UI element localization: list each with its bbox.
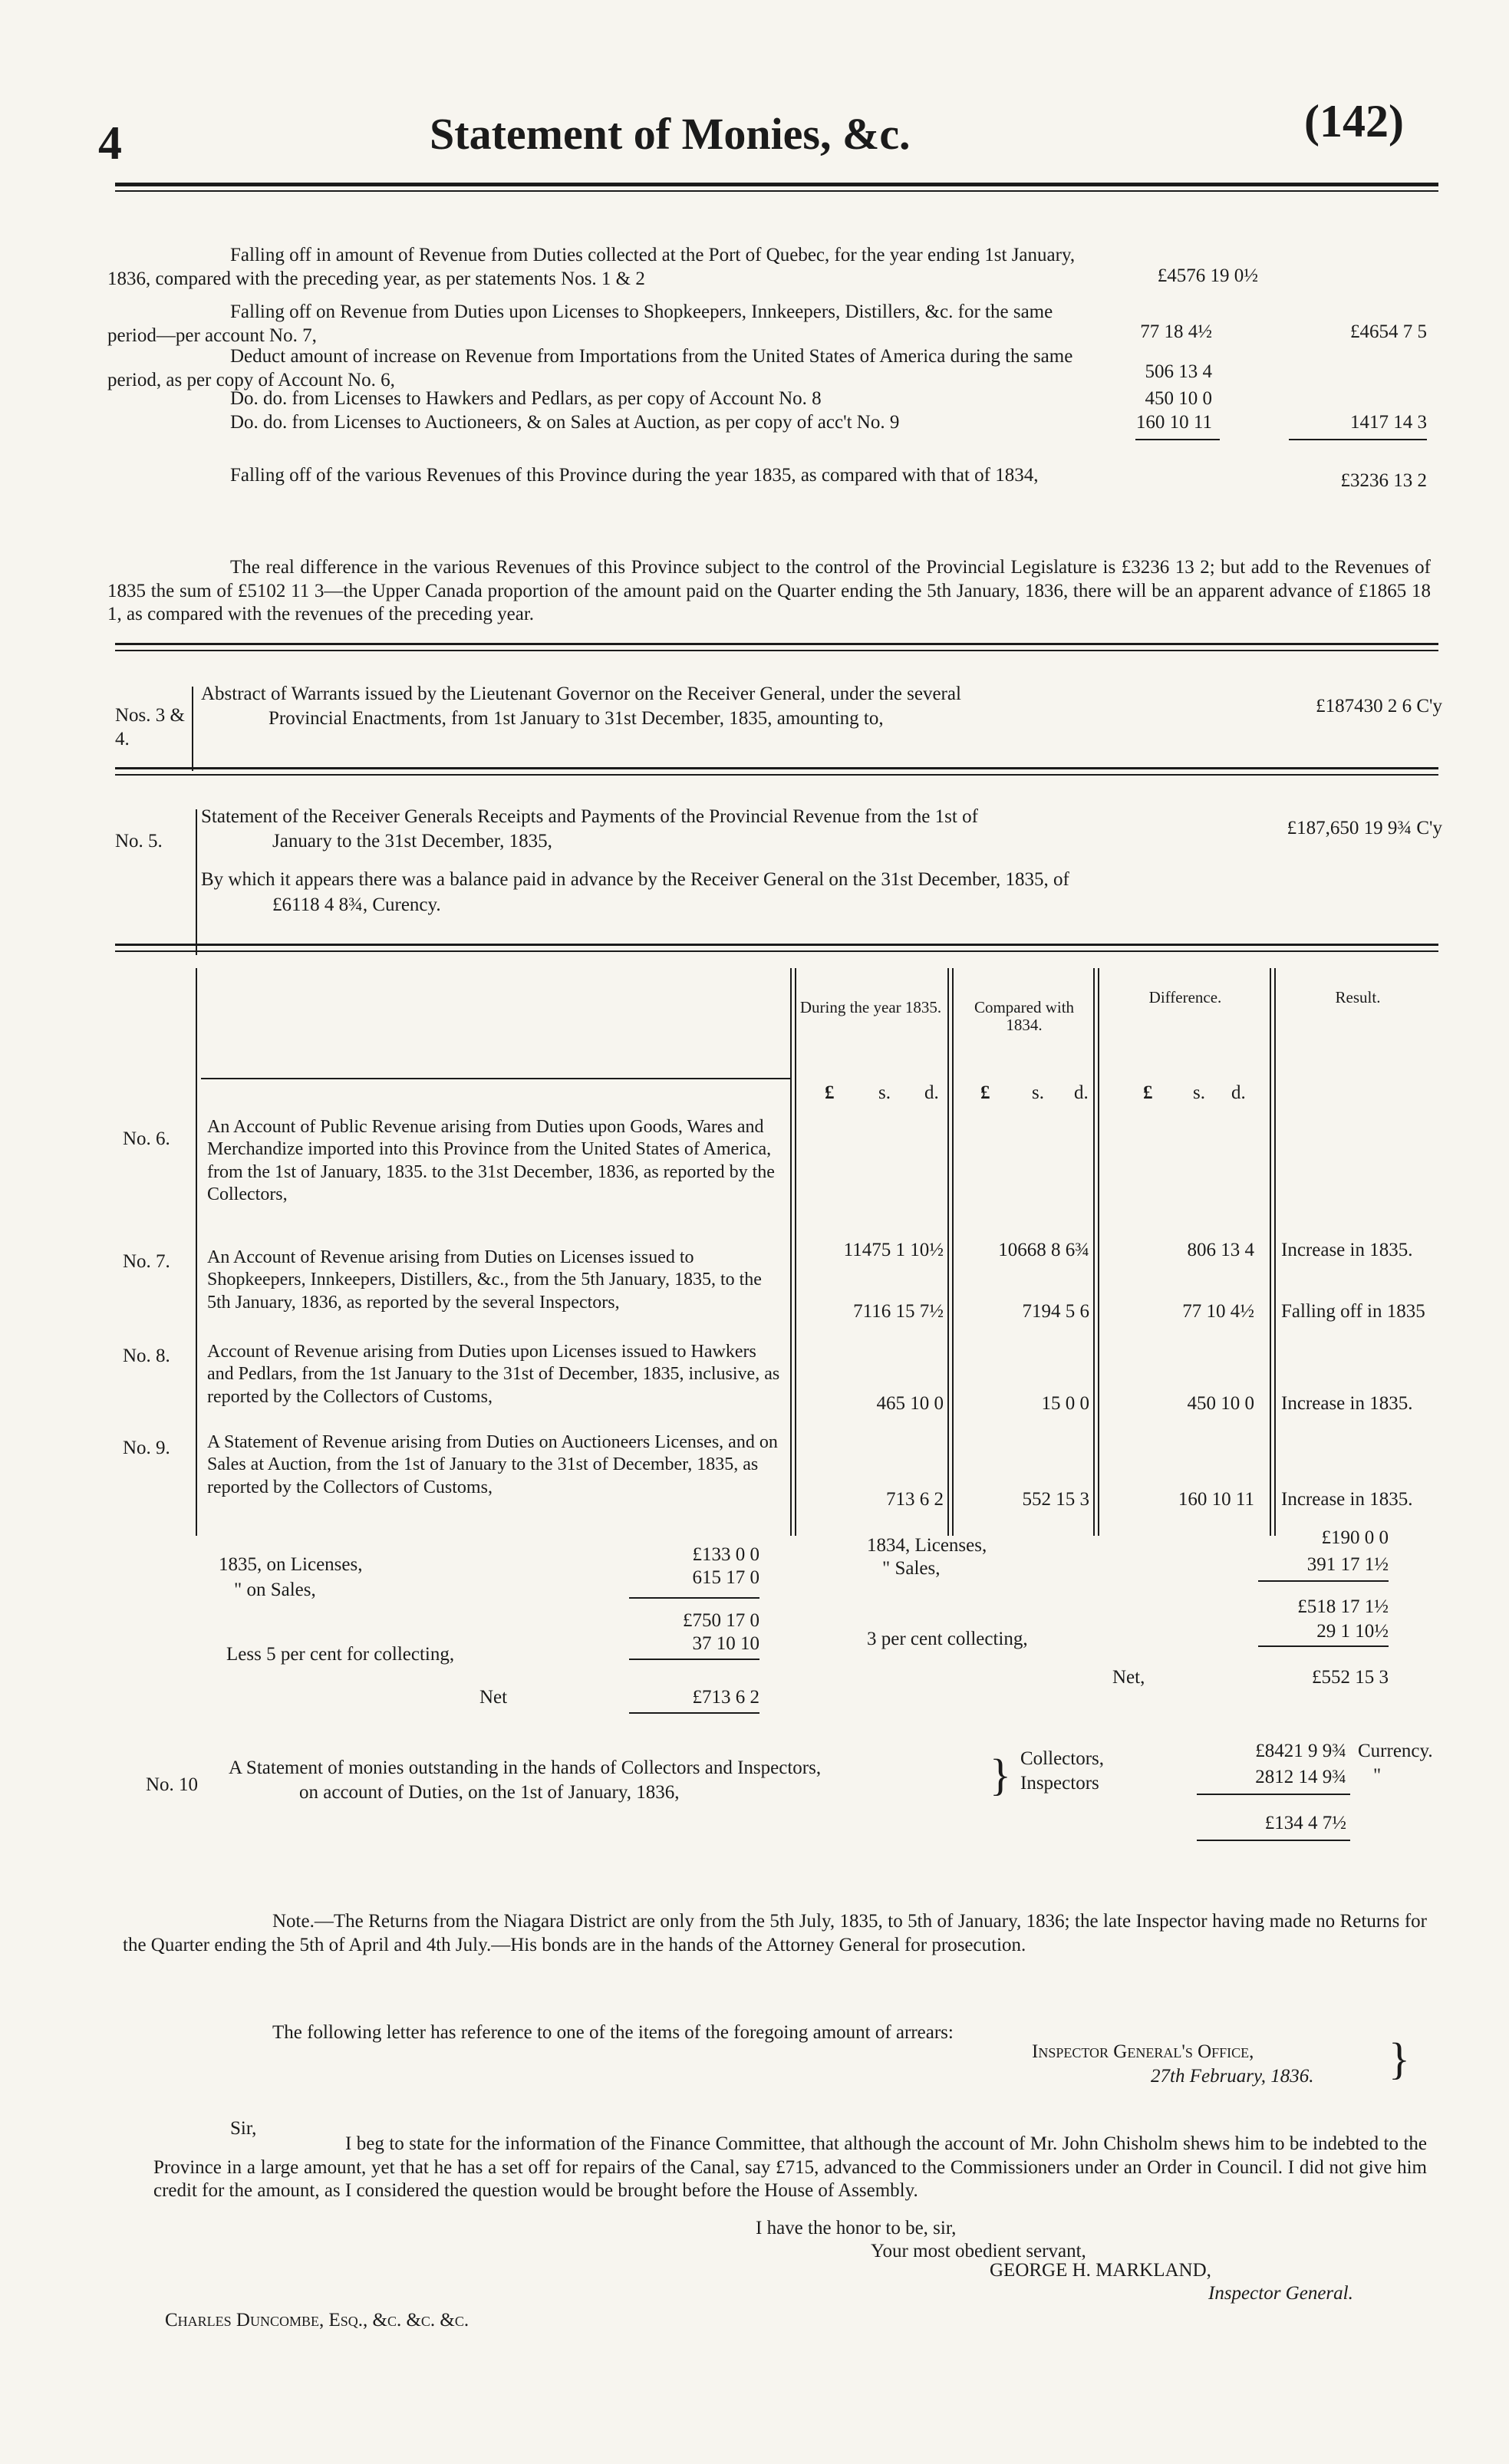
currency-label: Currency. — [1358, 1741, 1433, 1761]
auction-1834-net: £552 15 3 — [1312, 1667, 1389, 1688]
row-6-description: An Account of Public Revenue arising from Duties upon Goods, Wares and Merchandize imported into this Province from the United States of America, from the 1st of January, 1835. to the 31st December, 1836, as reported by the Collectors, — [207, 1117, 775, 1204]
deduct-hawkers-amount: 450 10 0 — [1145, 388, 1212, 409]
row-9-1835: 713 6 2 — [886, 1489, 944, 1510]
various-revenues: Falling off of the various Revenues of this Province during the year 1835, as compared with that of 1834, — [230, 465, 1039, 486]
row-7-number: No. 7. — [123, 1251, 170, 1272]
outstanding-total: £134 4 7½ — [1264, 1813, 1346, 1833]
section-rule — [115, 767, 1438, 769]
row-6-1835: 11475 1 10½ — [843, 1240, 944, 1260]
column-rule — [196, 809, 197, 955]
section-rule-thin — [115, 950, 1438, 952]
row-8-1835: 465 10 0 — [876, 1393, 944, 1414]
auction-1835-less: 37 10 10 — [692, 1633, 759, 1654]
row-6-number: No. 6. — [123, 1128, 170, 1149]
unit-pounds: £ — [825, 1082, 835, 1103]
letter-office: Inspector General's Office, — [1032, 2041, 1254, 2062]
deduct-hawkers: Do. do. from Licenses to Hawkers and Pedlars, as per copy of Account No. 8 — [230, 388, 822, 409]
header-compared-1834: Compared with 1834. — [974, 998, 1075, 1035]
collectors-amount: £8421 9 9¾ — [1255, 1741, 1346, 1761]
deduct-united-states-amount: 506 13 4 — [1145, 361, 1212, 382]
auction-1834-sales-label: " Sales, — [882, 1558, 941, 1579]
falling-off-quebec: Falling off in amount of Revenue from Duties collected at the Port of Quebec, for the year ending 1st January, 1836, compared with the preceding year, as per statements Nos. 1 & 2 — [107, 245, 1076, 289]
row-8-1834: 15 0 0 — [1041, 1393, 1089, 1414]
falling-off-total: £4654 7 5 — [1350, 321, 1427, 342]
brace: } — [990, 1750, 1011, 1800]
letter-date: 27th February, 1836. — [1151, 2066, 1314, 2087]
unit-shillings: s. — [1193, 1082, 1205, 1103]
sum-rule — [1197, 1794, 1350, 1795]
table-column-rule — [795, 968, 796, 1536]
warrants-text-1: Abstract of Warrants issued by the Lieutenant Governor on the Receiver General, under the several — [201, 684, 961, 704]
auction-1835-sales-label: " on Sales, — [234, 1580, 316, 1600]
row-7-1834: 7194 5 6 — [1022, 1301, 1089, 1322]
auction-1835-licenses-label: 1835, on Licenses, — [219, 1554, 363, 1575]
inspectors-amount: 2812 14 9¾ — [1255, 1767, 1346, 1787]
section-rule — [115, 944, 1438, 946]
sum-rule — [1197, 1840, 1350, 1841]
auction-1834-licenses: £190 0 0 — [1321, 1527, 1389, 1548]
row-9-number: No. 9. — [123, 1438, 170, 1458]
receipts-text-1: Statement of the Receiver Generals Receipts and Payments of the Provincial Revenue from the 1st of — [201, 806, 978, 827]
inspectors-label: Inspectors — [1020, 1773, 1099, 1794]
auction-1835-net-label: Net — [479, 1687, 508, 1708]
falling-off-quebec-amount: £4576 19 0½ — [1157, 265, 1258, 286]
column-rule — [192, 687, 193, 771]
outstanding-number: No. 10 — [146, 1774, 199, 1795]
section-rule-thin — [115, 774, 1438, 776]
row-7-1835: 7116 15 7½ — [853, 1301, 944, 1322]
receipts-amount: £187,650 19 9¾ C'y — [1287, 818, 1442, 838]
table-column-rule — [1274, 968, 1276, 1536]
falling-off-licenses-amount: 77 18 4½ — [1140, 321, 1212, 342]
balance-text-1: By which it appears there was a balance paid in advance by the Receiver General on the 31st December, 1835, of — [201, 869, 1069, 890]
auction-1835-less-label: Less 5 per cent for collecting, — [226, 1644, 455, 1665]
unit-pence: d. — [1231, 1082, 1246, 1103]
table-column-rule — [196, 968, 197, 1536]
sum-rule — [1289, 439, 1427, 440]
balance-text-2: £6118 4 8¾, Curency. — [272, 894, 441, 915]
outstanding-text-1: A Statement of monies outstanding in the hands of Collectors and Inspectors, — [229, 1757, 822, 1778]
auction-1834-sales: 391 17 1½ — [1306, 1554, 1389, 1575]
auction-1834-total: £518 17 1½ — [1297, 1596, 1389, 1617]
header-result: Result. — [1335, 988, 1381, 1006]
sum-rule — [629, 1712, 759, 1714]
row-6-result: Increase in 1835. — [1281, 1240, 1413, 1260]
brace: } — [1389, 2034, 1410, 2084]
various-revenues-amount: £3236 13 2 — [1340, 470, 1427, 491]
warrants-amount: £187430 2 6 C'y — [1316, 696, 1442, 716]
unit-pounds: £ — [980, 1082, 990, 1103]
row-7-description: An Account of Revenue arising from Duties on Licenses issued to Shopkeepers, Innkeepers, Distillers, &c., from the 5th January, 1835, to the 5th January, 1836, as reported by the several Inspectors, — [207, 1247, 762, 1313]
deduct-auctioneers: Do. do. from Licenses to Auctioneers, & on Sales at Auction, as per copy of acc't No. 9 — [230, 412, 900, 433]
letter-closing-2: Your most obedient servant, — [871, 2241, 1086, 2261]
unit-pence: d. — [1074, 1082, 1089, 1103]
unit-shillings: s. — [1032, 1082, 1044, 1103]
auction-1835-net: £713 6 2 — [692, 1687, 759, 1708]
header-rule — [115, 183, 1438, 186]
unit-shillings: s. — [878, 1082, 891, 1103]
sum-rule — [1258, 1645, 1389, 1647]
unit-pounds: £ — [1143, 1082, 1153, 1103]
header-rule-thin — [115, 190, 1438, 192]
letter-salutation: Sir, — [230, 2118, 257, 2139]
table-column-rule — [1098, 968, 1099, 1536]
row-9-difference: 160 10 11 — [1178, 1489, 1254, 1510]
sum-rule — [1258, 1580, 1389, 1582]
section-rule — [115, 643, 1438, 645]
row-8-difference: 450 10 0 — [1187, 1393, 1254, 1414]
table-column-rule — [952, 968, 954, 1536]
auction-1834-licenses-label: 1834, Licenses, — [867, 1535, 987, 1556]
collectors-label: Collectors, — [1020, 1748, 1105, 1769]
table-column-rule — [947, 968, 949, 1536]
letter-signature-title: Inspector General. — [1208, 2283, 1353, 2304]
header-difference: Difference. — [1148, 988, 1222, 1006]
row-8-number: No. 8. — [123, 1346, 170, 1366]
warrants-text-2: Provincial Enactments, from 1st January to 31st December, 1835, amounting to, — [269, 708, 884, 729]
deduct-total: 1417 14 3 — [1350, 412, 1427, 433]
table-header-rule — [201, 1078, 790, 1079]
letter-intro: The following letter has reference to one of the items of the foregoing amount of arrears: — [272, 2022, 954, 2043]
unit-pence: d. — [924, 1082, 939, 1103]
sum-rule — [629, 1597, 759, 1599]
sum-rule — [1135, 439, 1220, 440]
auction-1834-less: 29 1 10½ — [1316, 1621, 1389, 1642]
page-title: Statement of Monies, &c. — [430, 109, 911, 159]
auction-1835-licenses: £133 0 0 — [692, 1544, 759, 1565]
row-6-1834: 10668 8 6¾ — [998, 1240, 1089, 1260]
letter-signature: GEORGE H. MARKLAND, — [990, 2260, 1211, 2281]
receipts-text-2: January to the 31st December, 1835, — [272, 831, 552, 852]
table-column-rule — [790, 968, 792, 1536]
deduct-united-states: Deduct amount of increase on Revenue from Importations from the United States of America during the same period, as per copy of Account No. 6, — [107, 346, 1073, 390]
auction-1834-less-label: 3 per cent collecting, — [867, 1629, 1028, 1649]
row-9-1834: 552 15 3 — [1022, 1489, 1089, 1510]
letter-addressee: Charles Duncombe, Esq., &c. &c. &c. — [165, 2310, 470, 2331]
row-6-difference: 806 13 4 — [1187, 1240, 1254, 1260]
table-column-rule — [1093, 968, 1095, 1536]
outstanding-text-2: on account of Duties, on the 1st of January, 1836, — [299, 1782, 680, 1803]
sum-rule — [629, 1659, 759, 1660]
section-rule-thin — [115, 650, 1438, 651]
receipts-number: No. 5. — [115, 831, 163, 852]
ditto-mark: " — [1373, 1765, 1382, 1786]
letter-body: I beg to state for the information of the Finance Committee, that although the account of Mr. John Chisholm shews him to be indebted to the Province in a large amount, yet that he has a set off for repairs of the Canal, say £715, advanced to the Commissioners under an Order in Council. I did not give him credit for the amount, as I considered the question would be brought before the House of Assembly. — [153, 2133, 1427, 2201]
folio-number: (142) — [1304, 96, 1404, 147]
note-paragraph: Note.—The Returns from the Niagara District are only from the 5th July, 1835, to 5th of January, 1836; the late Inspector having made no Returns for the Quarter ending the 5th of April and 4th July.—His bonds are in the hands of the Attorney General for prosecution. — [123, 1911, 1427, 1955]
auction-1834-net-label: Net, — [1112, 1667, 1145, 1688]
row-8-result: Increase in 1835. — [1281, 1393, 1413, 1414]
auction-1835-total: £750 17 0 — [683, 1610, 759, 1631]
row-7-difference: 77 10 4½ — [1182, 1301, 1254, 1322]
deduct-auctioneers-amount: 160 10 11 — [1135, 412, 1212, 433]
auction-1835-sales: 615 17 0 — [692, 1567, 759, 1588]
falling-off-licenses: Falling off on Revenue from Duties upon Licenses to Shopkeepers, Innkeepers, Distillers, &c. for the same period—per account No. 7, — [107, 301, 1053, 346]
real-difference-paragraph: The real difference in the various Revenues of this Province subject to the control of the Provincial Legislature is £3236 13 2; but add to the Revenues of 1835 the sum of £5102 11 3—the Upper Canada proportion of the amount paid on the Quarter ending the 5th January, 1836, there will be an apparent advance of £1865 18 1, as compared with the revenues of the preceding year. — [107, 557, 1431, 624]
row-7-result: Falling off in 1835 — [1281, 1301, 1425, 1322]
row-8-description: Account of Revenue arising from Duties upon Licenses issued to Hawkers and Pedlars, from the 1st January to the 31st of December, 1835, inclusive, as reported by the Collectors of Customs, — [207, 1342, 780, 1407]
warrants-number: Nos. 3 & 4. — [115, 705, 185, 749]
header-during-1835: During the year 1835. — [799, 998, 942, 1016]
letter-closing-1: I have the honor to be, sir, — [756, 2218, 957, 2238]
page-number: 4 — [98, 117, 122, 170]
row-9-result: Increase in 1835. — [1281, 1489, 1413, 1510]
table-column-rule — [1270, 968, 1271, 1536]
row-9-description: A Statement of Revenue arising from Duties on Auctioneers Licenses, and on Sales at Auction, from the 1st of January to the 31st of December, 1835, as reported by the Collectors of Customs, — [207, 1432, 778, 1497]
